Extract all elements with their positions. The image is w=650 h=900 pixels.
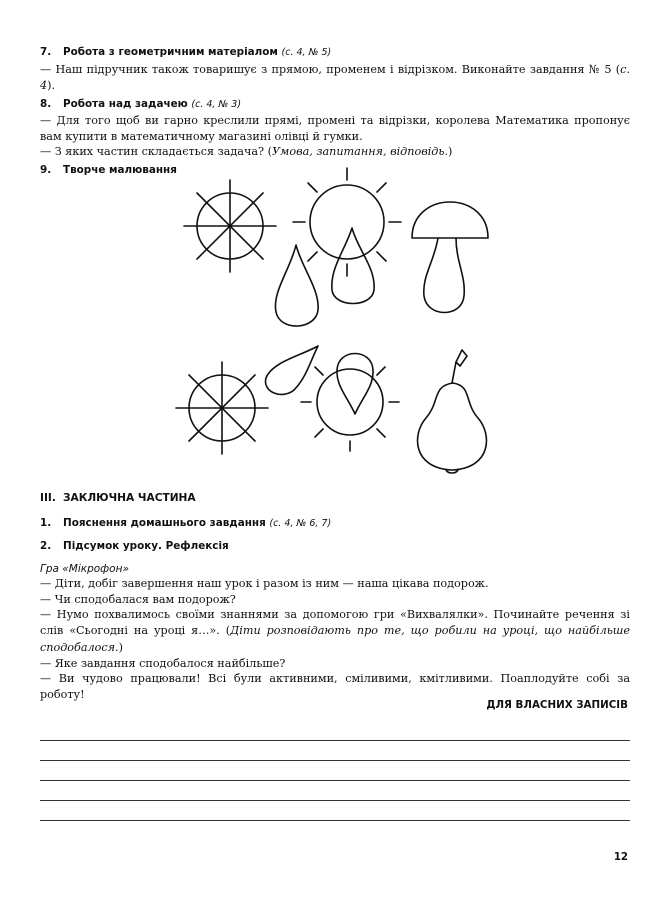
section-7-ref: (с. 4, № 5) <box>281 47 332 58</box>
tilted-drop-figure <box>265 346 318 394</box>
game-line-3-a: — Нумо похвалимось своїми знаннями за допомогою гри «Вихвалялки». Починайте речення зі слів «Сьогодні на уроці я…». ( <box>40 608 630 638</box>
game-line-1: — Діти, добіг завершення наш урок і разом із ним — наша цікава подорож. <box>40 577 489 590</box>
notes-line <box>40 820 630 821</box>
part-3-title: ЗАКЛЮЧНА ЧАСТИНА <box>63 492 196 504</box>
section-9-title: Творче малювання <box>63 164 177 176</box>
game-line-5: — Ви чудово працювали! Всі були активними, сміливими, кмітливими. Поаплодуйте собі за роботу! <box>40 672 630 702</box>
wheel-figure <box>184 180 276 272</box>
item-2-title: Підсумок уроку. Рефлексія <box>63 540 229 552</box>
sun-with-drop-figure <box>301 354 399 452</box>
section-8-ref: (с. 4, № 3) <box>191 99 242 110</box>
game-line-3-italic: Діти розповідають про те, що робили на уроці, що найбільше сподобалося. <box>40 624 631 654</box>
sun-drop-figure <box>332 228 374 304</box>
notes-line <box>40 800 630 801</box>
section-7-text-ref: с. 4 <box>40 63 630 93</box>
section-7-text-b: ). <box>47 79 56 93</box>
mushroom-figure <box>412 202 488 313</box>
part-3-heading <box>40 492 630 504</box>
section-7-number: 7. <box>40 46 52 58</box>
item-1-title: Пояснення домашнього завдання <box>63 517 266 529</box>
section-9-number: 9. <box>40 164 52 176</box>
item-2-number: 2. <box>40 540 52 552</box>
notes-line <box>40 760 630 761</box>
notes-title: ДЛЯ ВЛАСНИХ ЗАПИСІВ <box>486 699 628 711</box>
item-2-heading <box>40 538 630 554</box>
sun-figure <box>293 168 401 276</box>
pear-figure <box>418 350 487 473</box>
game-line-3-b: ) <box>118 640 123 654</box>
game-label: Гра «Мікрофон» <box>40 563 129 575</box>
part-3-number: ІІІ. <box>40 492 56 504</box>
game-line-2: — Чи сподобалася вам подорож? <box>40 593 236 606</box>
section-8-text-2-b: ) <box>448 145 453 158</box>
item-1-number: 1. <box>40 517 52 529</box>
notes-line <box>40 780 630 781</box>
section-8-number: 8. <box>40 98 52 110</box>
section-8-text-1: — Для того щоб ви гарно креслили прямі, промені та відрізки, королева Математика пропонує вам купити в математичному магазині олівці й гумки. <box>40 114 630 144</box>
section-7-text-a: — Наш підручник також товаришує з прямою, променем і відрізком. Виконайте завдання № 5 ( <box>40 63 621 76</box>
section-8-text-2-a: — З яких частин складається задача? ( <box>40 145 272 158</box>
wheel-figure-2 <box>176 362 268 454</box>
section-7-title: Робота з геометричним матеріалом <box>63 46 278 58</box>
section-8-title: Робота над задачею <box>63 98 188 110</box>
item-1-ref: (с. 4, № 6, 7) <box>269 518 332 529</box>
notes-line <box>40 740 630 741</box>
section-8-text-2-italic: Умова, запитання, відповідь. <box>271 145 449 158</box>
game-line-3 <box>40 607 630 656</box>
item-1-heading <box>40 515 630 532</box>
page-number: 12 <box>613 852 628 863</box>
game-line-4: — Яке завдання сподобалося найбільше? <box>40 657 286 670</box>
